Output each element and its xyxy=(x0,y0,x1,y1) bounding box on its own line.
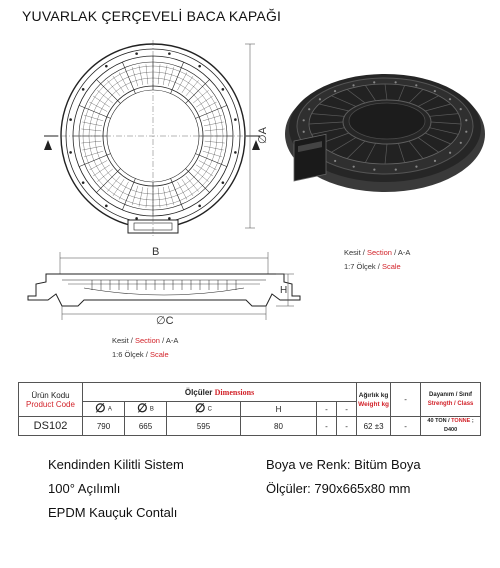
feature-dimensions: Ölçüler: 790x665x80 mm xyxy=(266,481,411,496)
b-cell: 665 xyxy=(125,417,167,436)
class-line1 xyxy=(421,417,480,426)
header-row xyxy=(19,383,481,402)
col-c-label: C xyxy=(207,406,213,413)
class-post: ; xyxy=(470,418,474,424)
aa-text: A-A xyxy=(165,336,179,345)
phi-symbol: ∅ xyxy=(137,401,148,415)
extra-header: - xyxy=(391,383,421,417)
olcek-text: 1:6 Ölçek xyxy=(112,350,144,359)
col-dash1-header: - xyxy=(317,402,337,417)
col-dash2-header: - xyxy=(337,402,357,417)
section-drawing xyxy=(22,244,302,329)
col-b-header xyxy=(125,402,167,417)
kesit-text: Kesit xyxy=(112,336,129,345)
dimensions-header xyxy=(83,383,357,402)
scale-text: Scale xyxy=(149,350,169,359)
product-code-cell: DS102 xyxy=(19,417,83,436)
weight-cell: 62 ±3 xyxy=(357,417,391,436)
top-view-drawing xyxy=(30,40,275,240)
table-row xyxy=(19,417,481,436)
col-a-label: A xyxy=(107,406,112,413)
scale-label-top: 1:7 Ölçek / Scale xyxy=(344,262,401,271)
olculer-text: Ölçüler xyxy=(184,387,213,397)
dim-h-label: H xyxy=(280,285,288,296)
class-pre: 40 TON / xyxy=(427,418,452,424)
spec-table xyxy=(18,382,481,436)
aa-text: A-A xyxy=(397,248,411,257)
kesit-text: Kesit xyxy=(344,248,361,257)
feature-paint: Boya ve Renk: Bitüm Boya xyxy=(266,457,421,472)
section-label-bottom: Kesit / Section / A-A xyxy=(112,336,179,345)
class-line2: D400 xyxy=(443,427,458,433)
code-header-tr: Ürün Kodu xyxy=(31,390,70,400)
code-header xyxy=(19,383,83,417)
c-cell: 595 xyxy=(167,417,241,436)
dash3-cell: - xyxy=(391,417,421,436)
a-cell: 790 xyxy=(83,417,125,436)
scale-label-bottom: 1:6 Ölçek / Scale xyxy=(112,350,169,359)
h-cell: 80 xyxy=(241,417,317,436)
phi-symbol: ∅ xyxy=(95,401,106,415)
dim-a-label: ∅A xyxy=(257,127,269,144)
strength-header xyxy=(421,383,481,417)
section-text: Section xyxy=(366,248,392,257)
col-h-header: H xyxy=(241,402,317,417)
scale-text: Scale xyxy=(381,262,401,271)
strength-header-tr: Dayanım / Sınıf xyxy=(429,391,473,398)
dash1-cell: - xyxy=(317,417,337,436)
olcek-text: 1:7 Ölçek xyxy=(344,262,376,271)
feature-opening-angle: 100° Açılımlı xyxy=(48,481,121,496)
strength-header-en: Strength / Class xyxy=(427,400,474,407)
dimensions-text: Dimensions xyxy=(214,387,255,397)
section-text: Section xyxy=(134,336,160,345)
phi-symbol: ∅ xyxy=(194,401,206,415)
dim-b-label: B xyxy=(152,246,160,258)
class-red: TONNE xyxy=(451,418,471,424)
feature-epdm-seal: EPDM Kauçuk Contalı xyxy=(48,505,178,520)
weight-header-tr: Ağırlık kg xyxy=(358,391,389,399)
col-c-header xyxy=(167,402,241,417)
class-cell xyxy=(421,417,481,436)
feature-self-locking: Kendinden Kilitli Sistem xyxy=(48,457,184,472)
dash2-cell: - xyxy=(337,417,357,436)
dim-c-label: ∅C xyxy=(156,315,174,327)
weight-header-en: Weight kg xyxy=(358,400,390,408)
code-header-en: Product Code xyxy=(26,399,75,409)
page-title: YUVARLAK ÇERÇEVELİ BACA KAPAĞI xyxy=(22,8,282,24)
col-b-label: B xyxy=(149,406,154,413)
section-label-top: Kesit / Section / A-A xyxy=(344,248,411,257)
col-a-header xyxy=(83,402,125,417)
weight-header xyxy=(357,383,391,417)
cover-3d-render xyxy=(280,66,485,196)
